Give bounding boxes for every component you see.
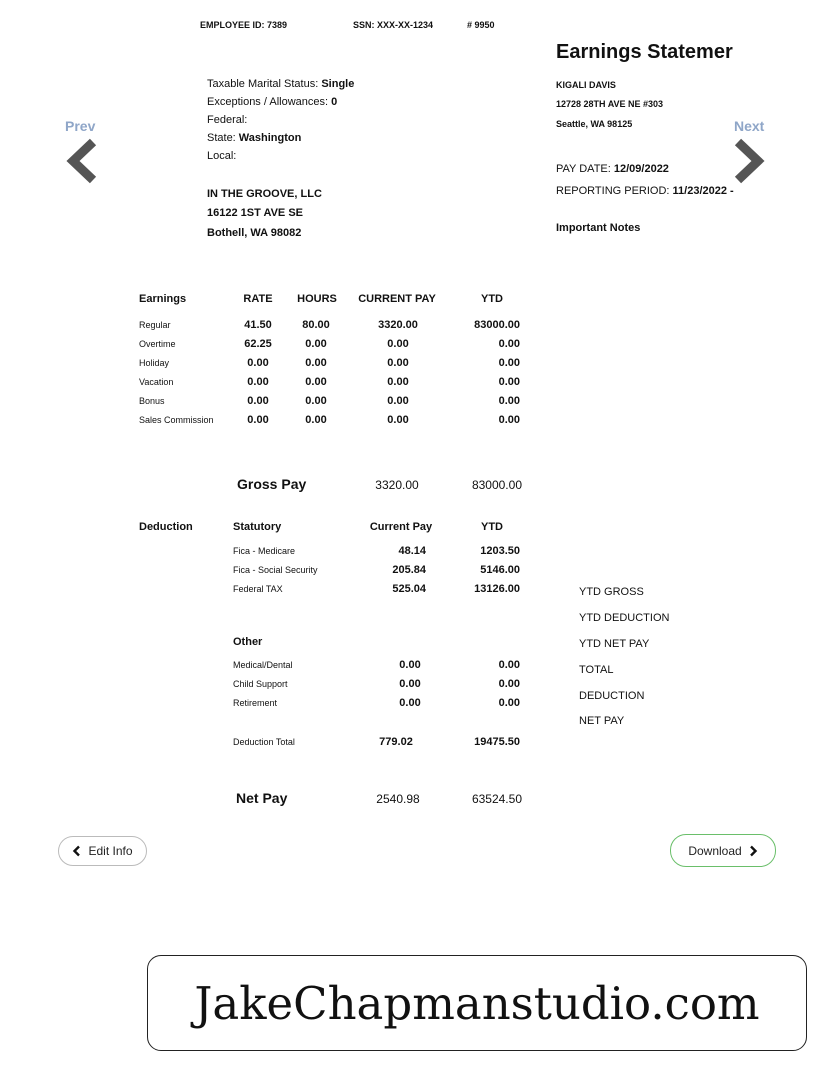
reporting-period bbox=[556, 185, 734, 197]
summary-ytd-gross: YTD GROSS bbox=[579, 586, 644, 598]
earnings-row-rate: 62.25 bbox=[244, 338, 272, 350]
earnings-row-ytd: 0.00 bbox=[498, 395, 520, 407]
net-pay-label: Net Pay bbox=[236, 790, 288, 806]
deduction-total-label: Deduction Total bbox=[233, 737, 295, 747]
earnings-row-ytd: 83000.00 bbox=[474, 319, 520, 331]
earnings-row-ytd: 0.00 bbox=[498, 357, 520, 369]
exceptions-label: Exceptions / Allowances: bbox=[207, 96, 332, 108]
deduction-ytd-header: YTD bbox=[481, 521, 503, 533]
net-pay-current: 2540.98 bbox=[376, 792, 420, 806]
earnings-row-hours: 0.00 bbox=[305, 414, 327, 426]
deduction-row-ytd: 13126.00 bbox=[474, 583, 520, 595]
earnings-row-rate: 0.00 bbox=[247, 376, 269, 388]
hours-header: HOURS bbox=[297, 293, 337, 305]
marital-status-value: Single bbox=[321, 78, 355, 90]
earnings-row-current: 0.00 bbox=[387, 338, 409, 350]
employer-address1: 16122 1ST AVE SE bbox=[207, 207, 303, 219]
earnings-row-current: 0.00 bbox=[387, 376, 409, 388]
earnings-row-hours: 0.00 bbox=[305, 357, 327, 369]
deduction-row-name: Fica - Medicare bbox=[233, 546, 296, 556]
employee-address1: 12728 28TH AVE NE #303 bbox=[556, 99, 664, 109]
rate-header: RATE bbox=[243, 293, 273, 305]
chevron-right-icon bbox=[732, 138, 766, 184]
earnings-row-name: Vacation bbox=[139, 377, 174, 387]
state-info bbox=[207, 132, 301, 144]
earnings-row-ytd: 0.00 bbox=[498, 338, 520, 350]
marital-status-label: Taxable Marital Status: bbox=[207, 78, 322, 90]
gross-pay-label: Gross Pay bbox=[237, 476, 307, 492]
earnings-row-current: 3320.00 bbox=[378, 319, 418, 331]
deduction-row-ytd: 0.00 bbox=[498, 678, 520, 690]
prev-label: Prev bbox=[65, 118, 96, 134]
earnings-row-hours: 0.00 bbox=[305, 338, 327, 350]
download-button[interactable] bbox=[670, 834, 776, 867]
earnings-row-current: 0.00 bbox=[387, 357, 409, 369]
next-button[interactable] bbox=[730, 116, 770, 186]
deduction-row-current: 525.04 bbox=[392, 583, 426, 595]
pay-date-value: 12/09/2022 bbox=[613, 163, 669, 175]
earnings-row-hours: 0.00 bbox=[305, 395, 327, 407]
net-pay-ytd: 63524.50 bbox=[471, 792, 522, 806]
summary-ytd-deduction: YTD DEDUCTION bbox=[579, 612, 670, 624]
earnings-row-current: 0.00 bbox=[387, 414, 409, 426]
earnings-row-name: Holiday bbox=[139, 358, 170, 368]
deduction-row-ytd: 0.00 bbox=[498, 697, 520, 709]
summary-net-pay: NET PAY bbox=[579, 715, 625, 727]
statutory-label: Statutory bbox=[233, 521, 282, 533]
employee-id: EMPLOYEE ID: 7389 bbox=[200, 20, 288, 30]
employee-name: KIGALI DAVIS bbox=[556, 80, 616, 90]
deduction-row-name: Retirement bbox=[233, 698, 278, 708]
state-value: Washington bbox=[238, 132, 302, 144]
chevron-left-icon bbox=[65, 138, 99, 184]
ssn: SSN: XXX-XX-1234 bbox=[353, 20, 434, 30]
summary-deduction: DEDUCTION bbox=[579, 690, 645, 702]
earnings-row-rate: 41.50 bbox=[244, 319, 272, 331]
current-pay-header: CURRENT PAY bbox=[358, 293, 436, 305]
ytd-header: YTD bbox=[481, 293, 503, 305]
deduction-row-ytd: 1203.50 bbox=[480, 545, 520, 557]
deduction-current-header: Current Pay bbox=[369, 521, 433, 533]
employee-address2: Seattle, WA 98125 bbox=[556, 119, 633, 129]
summary-ytd-net-pay: YTD NET PAY bbox=[579, 638, 650, 650]
chevron-right-icon bbox=[748, 845, 758, 857]
watermark-text: JakeChapmanstudio.com bbox=[194, 976, 760, 1030]
pay-date-label: PAY DATE: bbox=[556, 163, 614, 175]
check-number: # 9950 bbox=[467, 20, 495, 30]
employer-address2: Bothell, WA 98082 bbox=[207, 227, 302, 239]
deduction-row-current: 48.14 bbox=[398, 545, 426, 557]
deduction-row-current: 0.00 bbox=[399, 697, 421, 709]
deduction-row-ytd: 5146.00 bbox=[480, 564, 520, 576]
earnings-header: Earnings bbox=[139, 293, 187, 305]
deduction-section-label: Deduction bbox=[139, 521, 193, 533]
watermark-banner bbox=[147, 955, 807, 1051]
employer-name: IN THE GROOVE, LLC bbox=[207, 188, 322, 200]
summary-total: TOTAL bbox=[579, 664, 614, 676]
pay-date bbox=[556, 163, 669, 175]
deduction-row-current: 205.84 bbox=[392, 564, 426, 576]
deduction-total-ytd: 19475.50 bbox=[474, 736, 520, 748]
earnings-row-name: Bonus bbox=[139, 396, 165, 406]
earnings-row-name: Sales Commission bbox=[139, 415, 214, 425]
earnings-row-name: Regular bbox=[139, 320, 171, 330]
marital-status bbox=[207, 78, 354, 90]
deduction-row-name: Medical/Dental bbox=[233, 660, 293, 670]
earnings-row-rate: 0.00 bbox=[247, 414, 269, 426]
reporting-period-value: 11/23/2022 - bbox=[672, 185, 734, 197]
deduction-row-current: 0.00 bbox=[399, 678, 421, 690]
prev-button[interactable] bbox=[62, 116, 102, 186]
earnings-row-name: Overtime bbox=[139, 339, 176, 349]
deduction-row-current: 0.00 bbox=[399, 659, 421, 671]
earnings-row-rate: 0.00 bbox=[247, 395, 269, 407]
deduction-row-ytd: 0.00 bbox=[498, 659, 520, 671]
deduction-total-current: 779.02 bbox=[379, 736, 413, 748]
edit-info-button[interactable] bbox=[58, 836, 147, 866]
chevron-left-icon bbox=[72, 845, 82, 857]
deduction-row-name: Fica - Social Security bbox=[233, 565, 318, 575]
earnings-row-rate: 0.00 bbox=[247, 357, 269, 369]
deduction-row-name: Child Support bbox=[233, 679, 288, 689]
gross-pay-current: 3320.00 bbox=[375, 478, 419, 492]
state-label: State: bbox=[207, 132, 239, 144]
next-label: Next bbox=[734, 118, 765, 134]
earnings-row-ytd: 0.00 bbox=[498, 414, 520, 426]
earnings-row-hours: 0.00 bbox=[305, 376, 327, 388]
reporting-period-label: REPORTING PERIOD: bbox=[556, 185, 673, 197]
download-label: Download bbox=[688, 843, 742, 858]
earnings-row-current: 0.00 bbox=[387, 395, 409, 407]
other-label: Other bbox=[233, 636, 263, 648]
important-notes: Important Notes bbox=[556, 222, 641, 234]
page-title: Earnings Statemer bbox=[556, 41, 733, 63]
exceptions-value: 0 bbox=[331, 96, 338, 108]
earnings-row-hours: 80.00 bbox=[302, 319, 330, 331]
exceptions bbox=[207, 96, 337, 108]
local-label: Local: bbox=[207, 150, 237, 162]
edit-info-label: Edit Info bbox=[88, 844, 133, 858]
deduction-row-name: Federal TAX bbox=[233, 584, 283, 594]
federal-label: Federal: bbox=[207, 114, 248, 126]
earnings-row-ytd: 0.00 bbox=[498, 376, 520, 388]
gross-pay-ytd: 83000.00 bbox=[471, 478, 522, 492]
